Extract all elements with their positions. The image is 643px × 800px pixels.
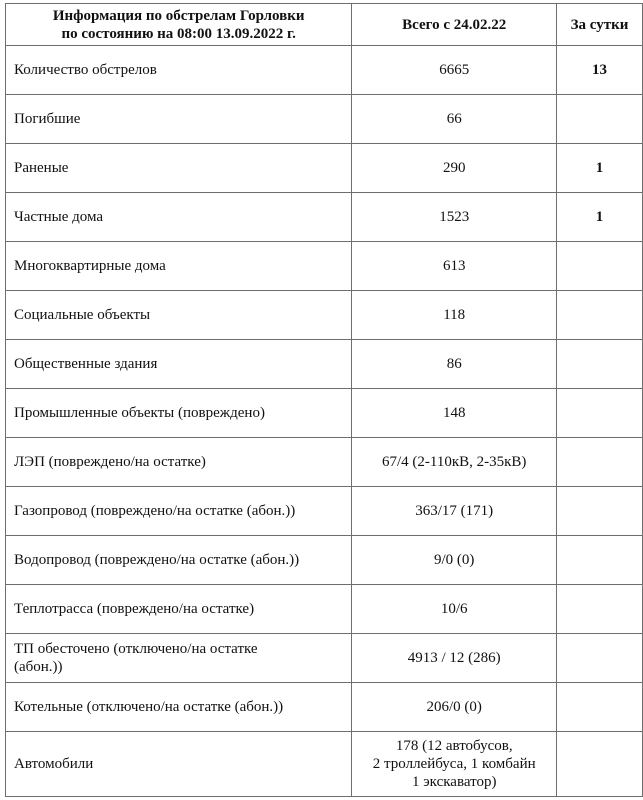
row-total-line1: 178 (12 автобусов, bbox=[395, 738, 513, 754]
row-label-line1: ТП обесточено (отключено/на остатке bbox=[14, 641, 258, 657]
row-total-line3: 1 экскаватор) bbox=[411, 774, 497, 790]
row-day bbox=[557, 438, 643, 487]
row-label-line2: (абон.)) bbox=[14, 659, 63, 675]
row-day bbox=[557, 487, 643, 536]
row-day bbox=[557, 732, 643, 797]
row-day bbox=[557, 634, 643, 683]
row-total: 86 bbox=[352, 340, 557, 389]
row-total: 1523 bbox=[352, 193, 557, 242]
table-row bbox=[6, 144, 643, 193]
table-title bbox=[6, 4, 352, 46]
row-total: 4913 / 12 (286) bbox=[352, 634, 557, 683]
row-label: Раненые bbox=[6, 144, 352, 193]
row-total: 290 bbox=[352, 144, 557, 193]
table-row bbox=[6, 193, 643, 242]
row-label: Котельные (отключено/на остатке (абон.)) bbox=[6, 683, 352, 732]
row-total: 6665 bbox=[352, 46, 557, 95]
row-label: Газопровод (повреждено/на остатке (абон.)) bbox=[6, 487, 352, 536]
row-label: Многоквартирные дома bbox=[6, 242, 352, 291]
day-column-header: За сутки bbox=[557, 4, 643, 46]
row-day bbox=[557, 340, 643, 389]
table-title-line1: Информация по обстрелам Горловки bbox=[52, 7, 305, 24]
row-label: Частные дома bbox=[6, 193, 352, 242]
row-total: 363/17 (171) bbox=[352, 487, 557, 536]
row-total: 148 bbox=[352, 389, 557, 438]
row-total: 9/0 (0) bbox=[352, 536, 557, 585]
table-row bbox=[6, 389, 643, 438]
row-day bbox=[557, 291, 643, 340]
row-total: 613 bbox=[352, 242, 557, 291]
table-row bbox=[6, 536, 643, 585]
table-title-line2: по состоянию на 08:00 13.09.2022 г. bbox=[61, 25, 296, 42]
row-label: Социальные объекты bbox=[6, 291, 352, 340]
table-row bbox=[6, 683, 643, 732]
row-day bbox=[557, 536, 643, 585]
table-row bbox=[6, 95, 643, 144]
row-day bbox=[557, 95, 643, 144]
row-total: 206/0 (0) bbox=[352, 683, 557, 732]
table-row bbox=[6, 732, 643, 797]
row-label: Автомобили bbox=[6, 732, 352, 797]
row-day bbox=[557, 242, 643, 291]
row-day: 1 bbox=[557, 193, 643, 242]
row-day bbox=[557, 389, 643, 438]
table-row bbox=[6, 242, 643, 291]
row-label bbox=[6, 634, 352, 683]
total-column-header: Всего с 24.02.22 bbox=[352, 4, 557, 46]
row-total-line2: 2 троллейбуса, 1 комбайн bbox=[372, 756, 536, 772]
table-row bbox=[6, 634, 643, 683]
row-label: Водопровод (повреждено/на остатке (абон.)) bbox=[6, 536, 352, 585]
row-day bbox=[557, 585, 643, 634]
row-label: Общественные здания bbox=[6, 340, 352, 389]
row-label: Погибшие bbox=[6, 95, 352, 144]
table-row bbox=[6, 585, 643, 634]
table-row bbox=[6, 487, 643, 536]
row-total: 118 bbox=[352, 291, 557, 340]
row-total: 66 bbox=[352, 95, 557, 144]
row-label: ЛЭП (повреждено/на остатке) bbox=[6, 438, 352, 487]
table-row bbox=[6, 340, 643, 389]
row-label: Теплотрасса (повреждено/на остатке) bbox=[6, 585, 352, 634]
table-row bbox=[6, 46, 643, 95]
row-day: 1 bbox=[557, 144, 643, 193]
table-row bbox=[6, 438, 643, 487]
row-total: 67/4 (2-110кВ, 2-35кВ) bbox=[352, 438, 557, 487]
row-day bbox=[557, 683, 643, 732]
shelling-info-table bbox=[5, 3, 643, 797]
table-row bbox=[6, 291, 643, 340]
row-total bbox=[352, 732, 557, 797]
row-day: 13 bbox=[557, 46, 643, 95]
row-label: Количество обстрелов bbox=[6, 46, 352, 95]
header-row bbox=[6, 4, 643, 46]
row-total: 10/6 bbox=[352, 585, 557, 634]
row-label: Промышленные объекты (повреждено) bbox=[6, 389, 352, 438]
